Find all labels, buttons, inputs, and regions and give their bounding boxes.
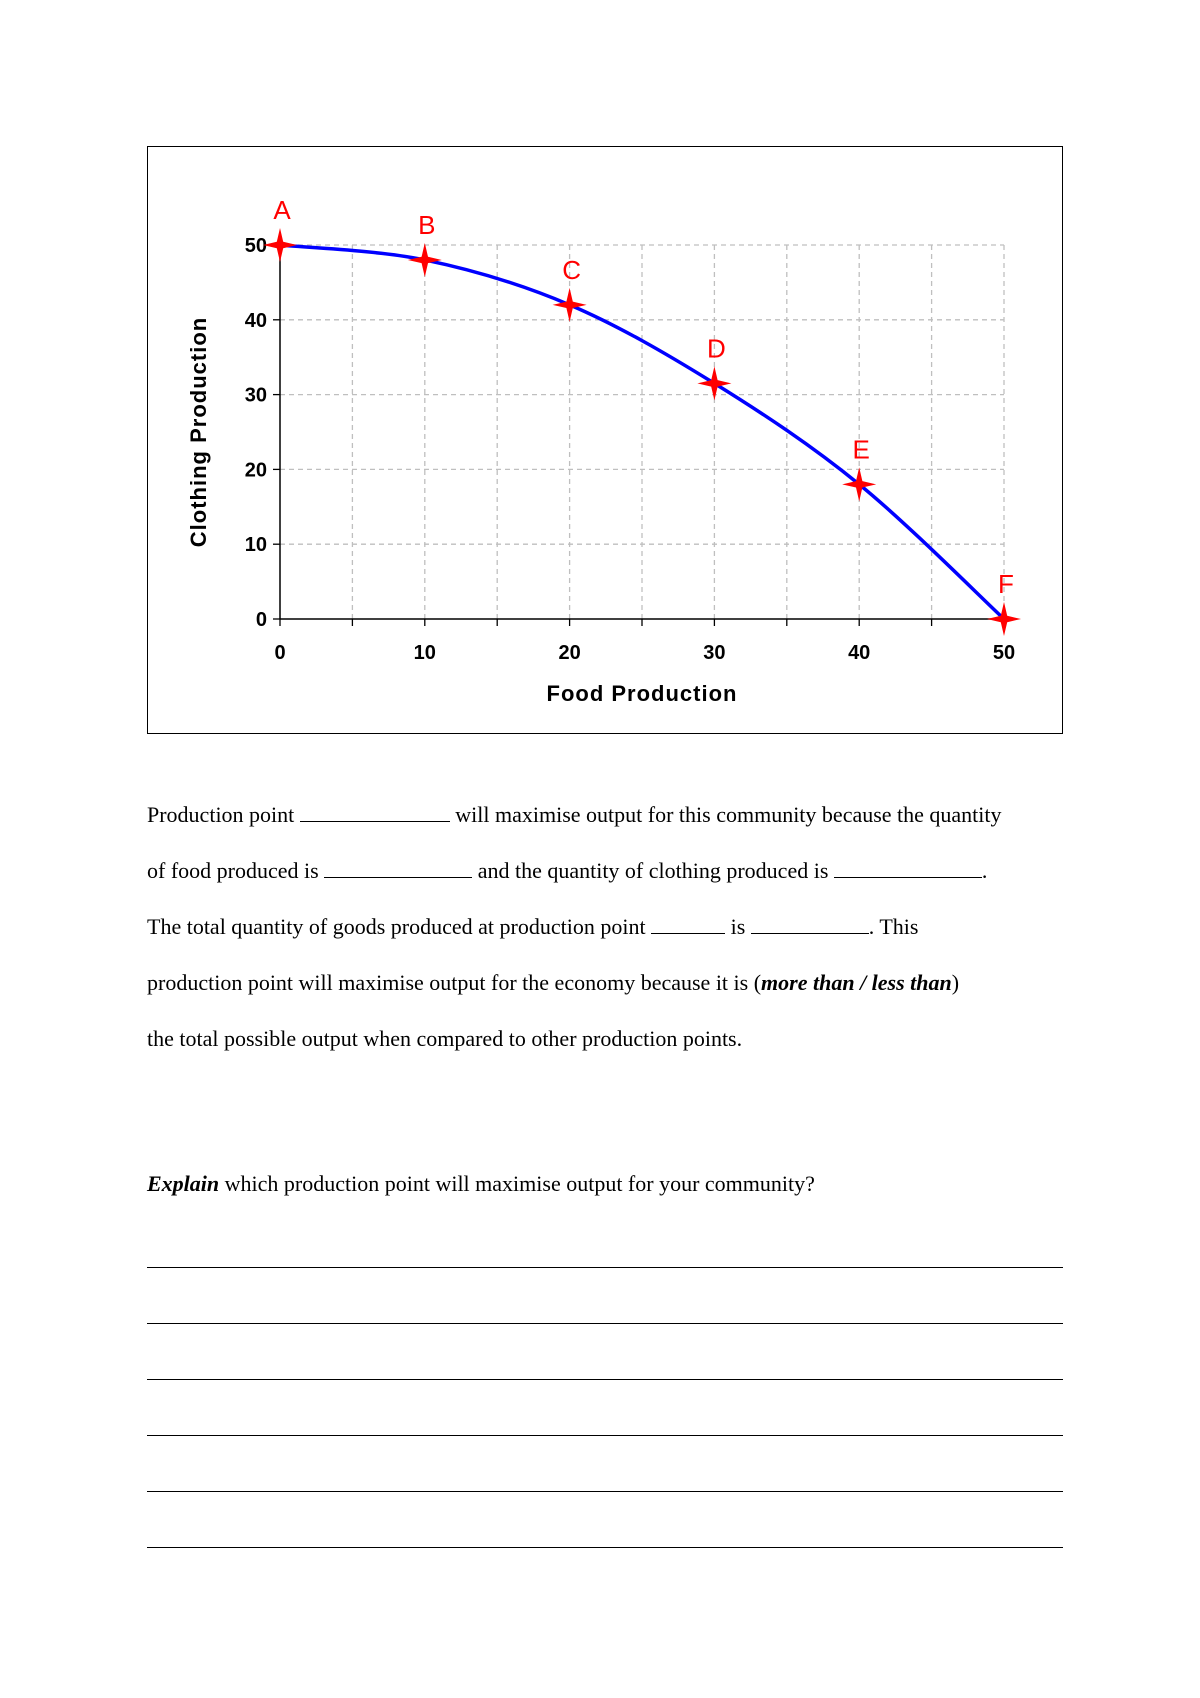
x-axis-title: Food Production [546, 681, 738, 706]
y-tick-label: 50 [244, 235, 267, 257]
point-label-b: B [418, 209, 436, 240]
ppf-chart [148, 147, 1064, 735]
line2-text-b: and the quantity of clothing produced is [477, 858, 829, 883]
y-tick-label: 20 [244, 459, 267, 482]
x-tick-label: 20 [558, 642, 581, 664]
point-label-a: A [273, 195, 291, 225]
y-tick-label: 0 [255, 609, 267, 631]
answer-line[interactable] [147, 1547, 1063, 1548]
x-tick-label: 40 [848, 642, 871, 664]
point-label-e: E [852, 434, 870, 465]
y-tick-label: 30 [244, 384, 267, 407]
worksheet-line-4 [147, 970, 1067, 996]
line4-choice: more than / less than [761, 970, 952, 995]
answer-line[interactable] [147, 1267, 1063, 1268]
line1-text-b: will maximise output for this community because the quantity [455, 802, 1002, 827]
ppf-chart-frame [147, 146, 1063, 734]
line1-text-a: Production point [147, 802, 295, 827]
point-label-f: F [998, 569, 1014, 599]
line2-text-a: of food produced is [147, 858, 319, 883]
x-tick-label: 50 [992, 642, 1016, 664]
question [147, 1171, 1067, 1197]
question-keyword: Explain [147, 1171, 220, 1196]
line5-text: the total possible output when compared to other production points. [147, 1026, 743, 1051]
point-marker-b [408, 243, 442, 277]
x-tick-label: 30 [703, 642, 726, 664]
worksheet-line-3 [147, 914, 1067, 940]
blank-food-quantity[interactable] [324, 859, 472, 878]
line3-text-c: . This [868, 914, 919, 939]
question-text: which production point will maximise output for your community? [219, 1171, 815, 1196]
answer-line[interactable] [147, 1323, 1063, 1324]
y-tick-label: 10 [244, 534, 267, 557]
y-tick-label: 40 [244, 309, 267, 332]
worksheet-line-2 [147, 858, 1067, 884]
worksheet-line-1 [147, 802, 1067, 828]
point-label-c: C [562, 254, 581, 285]
point-marker-a [263, 228, 297, 262]
blank-total-quantity[interactable] [751, 915, 869, 934]
point-marker-c [553, 288, 587, 322]
line4-text-c: ) [951, 970, 960, 995]
blank-point[interactable] [300, 803, 450, 822]
answer-line[interactable] [147, 1491, 1063, 1492]
blank-clothing-quantity[interactable] [834, 859, 982, 878]
line2-text-c: . [981, 858, 988, 883]
line3-text-a: The total quantity of goods produced at production point [147, 914, 646, 939]
answer-line[interactable] [147, 1435, 1063, 1436]
y-axis-title: Clothing Production [186, 316, 211, 548]
line4-text-a: production point will maximise output for the economy because it is ( [147, 970, 762, 995]
x-tick-label: 10 [413, 642, 436, 664]
answer-line[interactable] [147, 1379, 1063, 1380]
line3-text-b: is [730, 914, 746, 939]
worksheet-line-5 [147, 1026, 1067, 1052]
x-tick-label: 0 [274, 642, 286, 664]
blank-production-point[interactable] [651, 915, 725, 934]
point-label-d: D [707, 333, 726, 364]
point-marker-d [697, 366, 731, 400]
